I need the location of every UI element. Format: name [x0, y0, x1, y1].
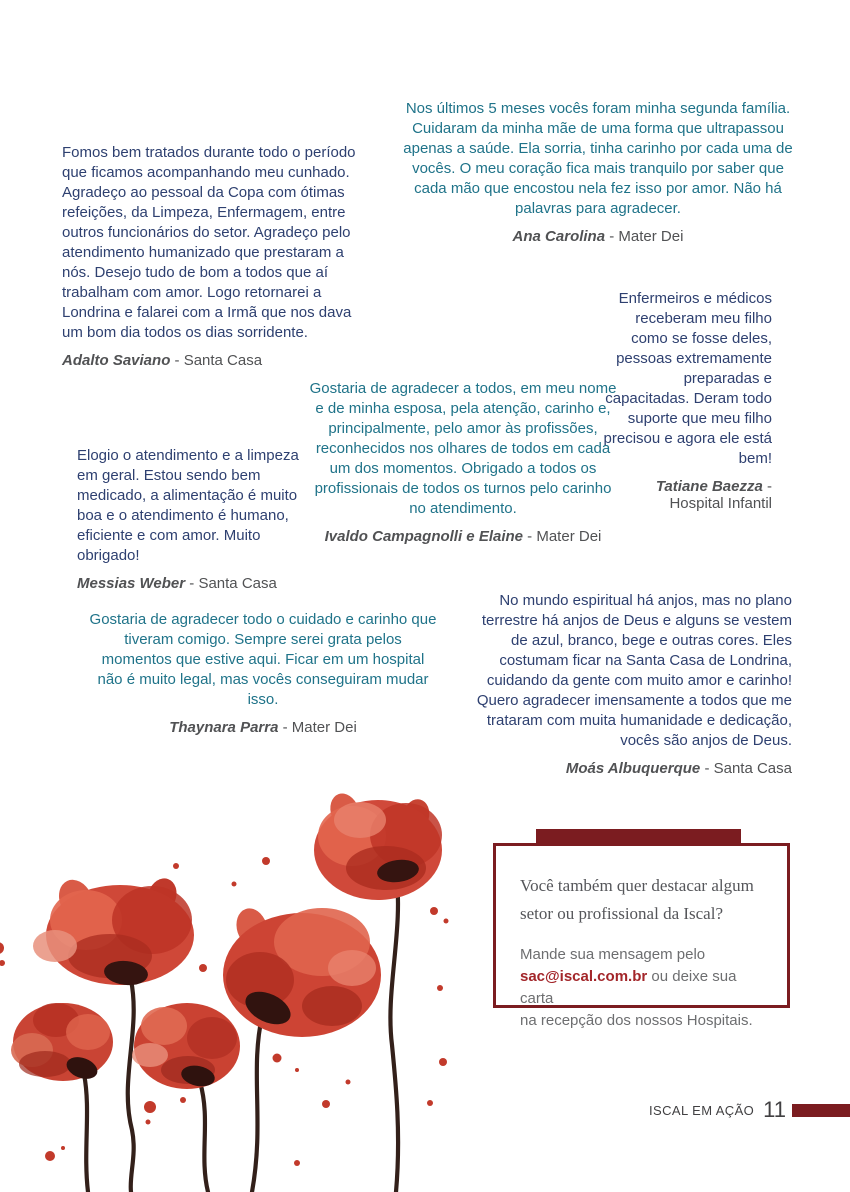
testimonial-text: Gostaria de agradecer a todos, em meu nome e de minha esposa, pela atenção, carinho e, principalmente, pelo amor às profissões, reconhecidos nos olhares de todos em cada um dos momentos. Obrigado a todos os profissionais de todos os turnos pelo carinho no atendimento.: [309, 380, 617, 517]
testimonial-ivaldo: [305, 379, 621, 545]
author-name: Moás Albuquerque: [565, 760, 701, 777]
page-footer: [649, 1097, 850, 1123]
poppy-flower: [314, 789, 442, 900]
poppy-flower: [33, 874, 194, 987]
testimonial-attribution: [88, 719, 438, 736]
testimonial-attribution: [77, 575, 309, 592]
cta-headline-line1: Você também quer destacar algum: [520, 876, 754, 895]
magazine-name: ISCAL EM AÇÃO: [649, 1102, 755, 1118]
cta-box: [493, 843, 790, 1029]
testimonial-attribution: [62, 352, 364, 369]
cta-body-line3: na recepção dos nossos Hospitais.: [520, 1012, 753, 1029]
testimonial-text: Nos últimos 5 meses vocês foram minha segunda família. Cuidaram da minha mãe de uma forma que ultrapassou apenas a saúde. Ela sorria, tinha carinho por cada uma de vocês. O meu coração fica mais tranquilo por saber que cada mão que encostou nela fez isso por amor. Não há palavras para agradecer.: [403, 100, 793, 217]
poppy-flower: [11, 1003, 113, 1083]
cta-headline-line2: setor ou profissional da Iscal?: [520, 904, 723, 923]
author-name: Thaynara Parra: [169, 719, 279, 736]
testimonial-ana: [398, 99, 798, 245]
testimonial-attribution: [398, 228, 798, 245]
author-name: Ivaldo Campagnolli e Elaine: [324, 528, 524, 545]
testimonial-messias: [77, 446, 309, 592]
testimonial-moas: [462, 591, 792, 777]
poppy-flower: [223, 904, 381, 1037]
footer-accent-bar: [792, 1104, 850, 1117]
author-org: - Santa Casa: [170, 352, 263, 369]
poppy-flower: [132, 1003, 240, 1089]
testimonial-text: Elogio o atendimento e a limpeza em geral. Estou sendo bem medicado, a alimentação é muito boa e o atendimento é humano, eficiente e com amor. Muito obrigado!: [77, 447, 299, 564]
testimonial-text: No mundo espiritual há anjos, mas no plano terrestre há anjos de Deus e alguns se vestem de azul, branco, bege e outras cores. Eles costumam ficar na Santa Casa de Londrina, cuidando da gente com muito amor e carinho! Quero agradecer imensamente a todos que me trataram com muita humanidade e dedicação, vocês são anjos de Deus.: [476, 592, 792, 749]
author-org: - Mater Dei: [605, 228, 684, 245]
testimonial-attribution: [462, 760, 792, 777]
author-name: Tatiane Baezza: [655, 478, 763, 495]
testimonial-thaynara: [88, 610, 438, 736]
author-name: Ana Carolina: [512, 228, 606, 245]
author-org: - Santa Casa: [700, 760, 792, 777]
cta-body-line1: Mande sua mensagem pelo: [520, 946, 706, 963]
testimonial-text: Gostaria de agradecer todo o cuidado e carinho que tiveram comigo. Sempre serei grata pelos momentos que estive aqui. Ficar em um hospital não é muito legal, mas vocês conseguiram mudar isso.: [89, 611, 437, 708]
testimonial-attribution: [600, 478, 772, 512]
email-link[interactable]: sac@iscal.com.br: [520, 968, 648, 985]
testimonial-text: Enfermeiros e médicos receberam meu filho como se fosse deles, pessoas extremamente preparadas e capacitadas. Deram todo suporte que meu filho precisou e agora ele está bem!: [603, 290, 772, 467]
poppies-illustration: [0, 780, 480, 1192]
cta-body-line2-rest: ou deixe sua carta: [520, 968, 737, 1007]
author-org: - Mater Dei: [278, 719, 357, 736]
testimonial-tatiane: [600, 289, 772, 512]
testimonial-text: Fomos bem tratados durante todo o período que ficamos acompanhando meu cunhado. Agradeço ao pessoal da Copa com ótimas refeições, da Limpeza, Enfermagem, entre outros funcionários do setor. Agradeço pelo atendimento humanizado que prestaram a nós. Desejo tudo de bom a todos que aí trabalham com amor. Logo retornarei a Londrina e falarei com a Irmã que nos dava um bom dia todos os dias sorridente.: [62, 144, 356, 341]
author-name: Adalto Saviano: [62, 352, 171, 369]
author-org: - Santa Casa: [185, 575, 277, 592]
testimonial-adalto: [62, 143, 364, 369]
cta-headline: [520, 872, 767, 928]
cta-body: [520, 944, 767, 1032]
author-org: - Hospital Infantil: [669, 478, 772, 512]
author-org: - Mater Dei: [523, 528, 602, 545]
cta-body-line2: [520, 966, 767, 1010]
testimonial-attribution: [305, 528, 621, 545]
page-number: 11: [763, 1097, 786, 1122]
author-name: Messias Weber: [77, 575, 186, 592]
